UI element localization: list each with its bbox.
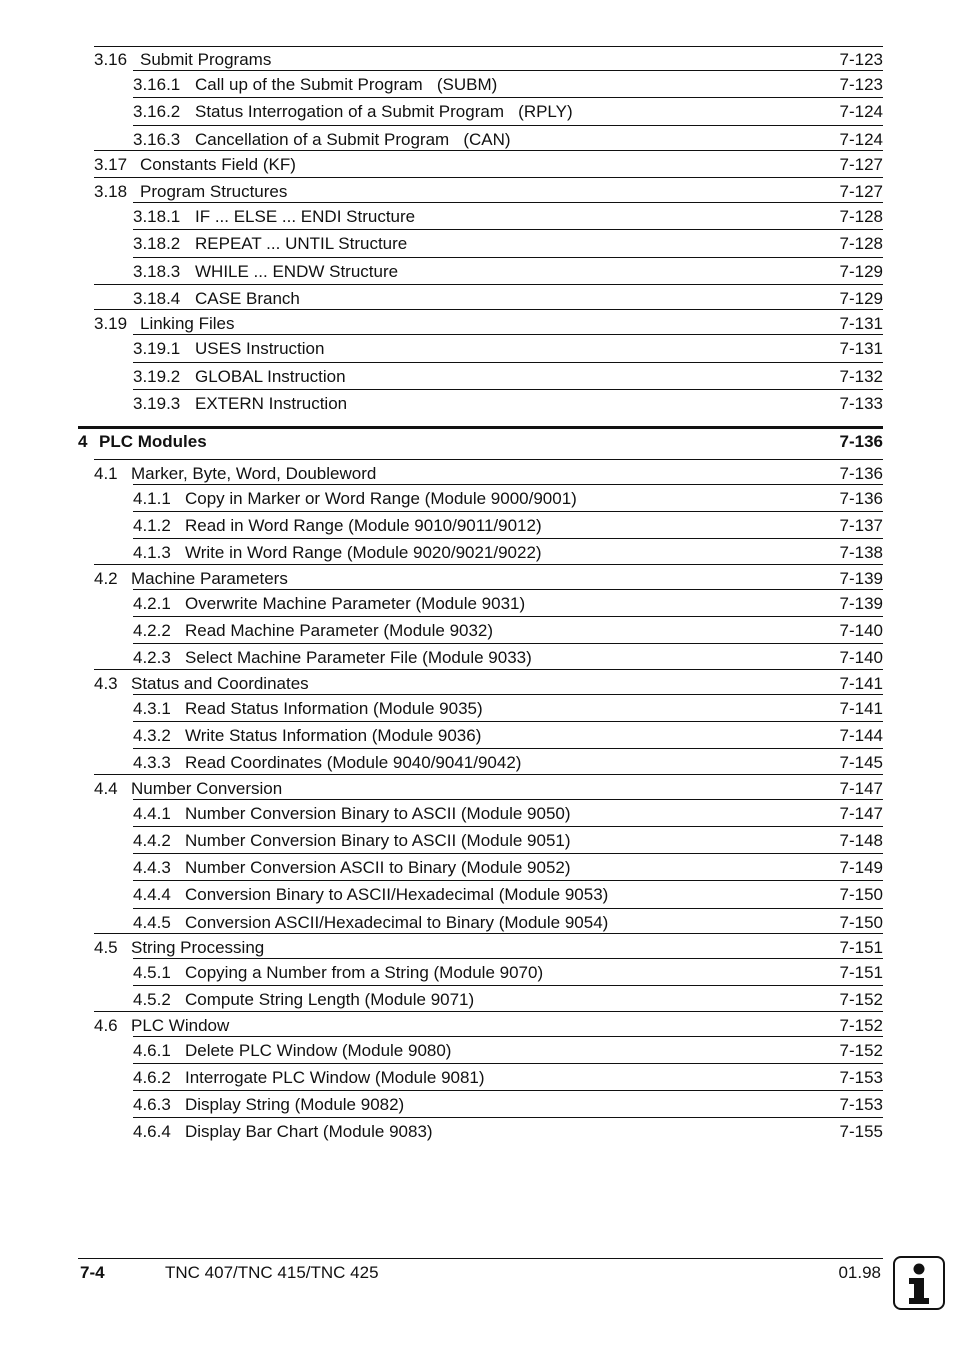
separator-rule bbox=[133, 70, 883, 71]
toc-entry-number: 4.6 bbox=[94, 1016, 118, 1035]
toc-subsection-entry[interactable] bbox=[133, 1039, 883, 1061]
toc-entry-number: 4.1.1 bbox=[133, 489, 171, 508]
separator-rule bbox=[94, 46, 883, 47]
toc-entry-title: Status Interrogation of a Submit Program (RPLY) bbox=[195, 102, 573, 121]
separator-rule bbox=[94, 309, 883, 310]
toc-subsection-entry[interactable] bbox=[133, 365, 883, 387]
toc-entry-number: 3.18.1 bbox=[133, 207, 181, 226]
toc-entry-page: 7-127 bbox=[839, 182, 883, 201]
toc-subsection-entry[interactable] bbox=[133, 751, 883, 773]
toc-entry-page: 7-137 bbox=[839, 516, 883, 535]
separator-rule bbox=[133, 1036, 883, 1037]
toc-entry-page: 7-139 bbox=[839, 569, 883, 588]
footer-title: TNC 407/TNC 415/TNC 425 bbox=[165, 1263, 379, 1282]
toc-subsection-entry[interactable] bbox=[133, 911, 883, 933]
separator-rule bbox=[94, 284, 883, 285]
toc-subsection-entry[interactable] bbox=[133, 337, 883, 359]
toc-entry-title: Status and Coordinates bbox=[131, 674, 309, 693]
separator-rule bbox=[133, 826, 883, 827]
toc-section-entry[interactable] bbox=[94, 48, 883, 70]
separator-rule bbox=[133, 748, 883, 749]
separator-rule bbox=[133, 985, 883, 986]
toc-entry-title: Marker, Byte, Word, Doubleword bbox=[131, 464, 377, 483]
toc-entry-title: Read Status Information (Module 9035) bbox=[185, 699, 483, 718]
toc-subsection-entry[interactable] bbox=[133, 232, 883, 254]
toc-subsection-entry[interactable] bbox=[133, 619, 883, 641]
toc-entry-number: 4 bbox=[78, 432, 88, 451]
toc-entry-number: 4.3.2 bbox=[133, 726, 171, 745]
toc-entry-title: Copy in Marker or Word Range (Module 9000/9001) bbox=[185, 489, 577, 508]
toc-subsection-entry[interactable] bbox=[133, 487, 883, 509]
toc-entry-title: Number Conversion bbox=[131, 779, 283, 798]
toc-entry-page: 7-123 bbox=[839, 50, 883, 69]
separator-rule bbox=[133, 362, 883, 363]
toc-entry-number: 4.2.3 bbox=[133, 648, 171, 667]
toc-entry-page: 7-136 bbox=[839, 489, 883, 508]
separator-rule bbox=[133, 1063, 883, 1064]
toc-entry-page: 7-153 bbox=[839, 1095, 883, 1114]
toc-entry-title: Delete PLC Window (Module 9080) bbox=[185, 1041, 452, 1060]
toc-entry-page: 7-148 bbox=[839, 831, 883, 850]
separator-rule bbox=[133, 721, 883, 722]
separator-rule bbox=[94, 1011, 883, 1012]
toc-entry-title: USES Instruction bbox=[195, 339, 325, 358]
separator-rule bbox=[133, 97, 883, 98]
toc-entry-number: 4.2.1 bbox=[133, 594, 171, 613]
info-icon bbox=[893, 1256, 945, 1310]
toc-entry-page: 7-144 bbox=[839, 726, 883, 745]
toc-entry-number: 3.18.4 bbox=[133, 289, 181, 308]
toc-entry-title: Program Structures bbox=[140, 182, 288, 201]
toc-subsection-entry[interactable] bbox=[133, 287, 883, 309]
toc-entry-number: 3.19.3 bbox=[133, 394, 181, 413]
toc-entry-number: 4.4.2 bbox=[133, 831, 171, 850]
toc-subsection-entry[interactable] bbox=[133, 856, 883, 878]
toc-entry-number: 3.16.1 bbox=[133, 75, 181, 94]
toc-entry-title: Conversion Binary to ASCII/Hexadecimal (Module 9053) bbox=[185, 885, 609, 904]
separator-rule bbox=[133, 589, 883, 590]
toc-entry-number: 3.18 bbox=[94, 182, 128, 201]
toc-entry-page: 7-136 bbox=[839, 464, 883, 483]
toc-entry-number: 3.18.2 bbox=[133, 234, 181, 253]
toc-entry-page: 7-145 bbox=[839, 753, 883, 772]
toc-entry-title: Display String (Module 9082) bbox=[185, 1095, 405, 1114]
separator-rule bbox=[133, 853, 883, 854]
toc-entry-page: 7-147 bbox=[839, 779, 883, 798]
toc-entry-number: 4.5.2 bbox=[133, 990, 171, 1009]
separator-rule bbox=[133, 389, 883, 390]
separator-rule bbox=[133, 229, 883, 230]
toc-subsection-entry[interactable] bbox=[133, 1120, 883, 1142]
separator-rule bbox=[133, 1090, 883, 1091]
toc-entry-title: Conversion ASCII/Hexadecimal to Binary (Module 9054) bbox=[185, 913, 609, 932]
toc-entry-number: 4.2 bbox=[94, 569, 118, 588]
toc-entry-number: 4.3.3 bbox=[133, 753, 171, 772]
toc-section-entry[interactable] bbox=[94, 777, 883, 799]
toc-section-entry[interactable] bbox=[94, 936, 883, 958]
toc-entry-page: 7-139 bbox=[839, 594, 883, 613]
separator-rule bbox=[94, 150, 883, 151]
toc-entry-page: 7-123 bbox=[839, 75, 883, 94]
toc-entry-page: 7-141 bbox=[839, 699, 883, 718]
toc-entry-title: Select Machine Parameter File (Module 9033) bbox=[185, 648, 532, 667]
toc-entry-title: Read Coordinates (Module 9040/9041/9042) bbox=[185, 753, 522, 772]
toc-subsection-entry[interactable] bbox=[133, 392, 883, 414]
toc-entry-number: 4.1 bbox=[94, 464, 118, 483]
toc-subsection-entry[interactable] bbox=[133, 128, 883, 150]
footer-date: 01.98 bbox=[838, 1263, 881, 1282]
separator-rule bbox=[133, 616, 883, 617]
toc-entry-title: Write in Word Range (Module 9020/9021/9022) bbox=[185, 543, 542, 562]
toc-section-entry[interactable] bbox=[94, 1014, 883, 1036]
toc-entry-number: 3.19.2 bbox=[133, 367, 181, 386]
toc-subsection-entry[interactable] bbox=[133, 260, 883, 282]
toc-subsection-entry[interactable] bbox=[133, 1093, 883, 1115]
toc-section-entry[interactable] bbox=[94, 180, 883, 202]
toc-subsection-entry[interactable] bbox=[133, 988, 883, 1010]
toc-entry-title: Submit Programs bbox=[140, 50, 272, 69]
toc-entry-number: 4.6.4 bbox=[133, 1122, 171, 1141]
toc-entry-page: 7-124 bbox=[839, 102, 883, 121]
toc-entry-title: CASE Branch bbox=[195, 289, 300, 308]
toc-entry-page: 7-124 bbox=[839, 130, 883, 149]
separator-rule bbox=[133, 958, 883, 959]
separator-rule bbox=[133, 125, 883, 126]
toc-entry-title: Machine Parameters bbox=[131, 569, 288, 588]
separator-rule bbox=[133, 694, 883, 695]
separator-rule bbox=[94, 459, 883, 460]
toc-entry-page: 7-136 bbox=[839, 432, 883, 451]
toc-entry-number: 4.2.2 bbox=[133, 621, 171, 640]
toc-subsection-entry[interactable] bbox=[133, 697, 883, 719]
separator-rule bbox=[133, 202, 883, 203]
toc-entry-title: Read Machine Parameter (Module 9032) bbox=[185, 621, 494, 640]
toc-subsection-entry[interactable] bbox=[133, 514, 883, 536]
toc-entry-title: PLC Window bbox=[131, 1016, 230, 1035]
toc-entry-title: Overwrite Machine Parameter (Module 9031) bbox=[185, 594, 526, 613]
toc-entry-number: 4.6.2 bbox=[133, 1068, 171, 1087]
separator-rule bbox=[94, 564, 883, 565]
toc-entry-number: 4.3.1 bbox=[133, 699, 171, 718]
toc-entry-page: 7-149 bbox=[839, 858, 883, 877]
toc-entry-page: 7-132 bbox=[839, 367, 883, 386]
toc-entry-number: 4.1.3 bbox=[133, 543, 171, 562]
toc-entry-number: 3.19 bbox=[94, 314, 128, 333]
toc-entry-number: 4.5 bbox=[94, 938, 118, 957]
toc-entry-page: 7-131 bbox=[839, 339, 883, 358]
toc-chapter-entry[interactable] bbox=[78, 430, 883, 452]
separator-rule bbox=[133, 334, 883, 335]
toc-entry-page: 7-140 bbox=[839, 648, 883, 667]
toc-entry-page: 7-150 bbox=[839, 913, 883, 932]
toc-entry-page: 7-129 bbox=[839, 262, 883, 281]
toc-subsection-entry[interactable] bbox=[133, 100, 883, 122]
separator-rule bbox=[133, 643, 883, 644]
separator-rule bbox=[94, 933, 883, 934]
separator-rule bbox=[133, 484, 883, 485]
toc-subsection-entry[interactable] bbox=[133, 73, 883, 95]
toc-entry-number: 4.1.2 bbox=[133, 516, 171, 535]
toc-entry-title: Constants Field (KF) bbox=[140, 155, 296, 174]
toc-entry-title: Linking Files bbox=[140, 314, 235, 333]
separator-rule bbox=[94, 774, 883, 775]
toc-entry-title: GLOBAL Instruction bbox=[195, 367, 346, 386]
toc-entry-title: PLC Modules bbox=[99, 432, 207, 451]
separator-rule bbox=[133, 880, 883, 881]
toc-entry-title: Number Conversion ASCII to Binary (Module 9052) bbox=[185, 858, 571, 877]
toc-entry-number: 4.3 bbox=[94, 674, 118, 693]
separator-rule bbox=[133, 1117, 883, 1118]
toc-section-entry[interactable] bbox=[94, 462, 883, 484]
toc-entry-title: Cancellation of a Submit Program (CAN) bbox=[195, 130, 511, 149]
toc-entry-page: 7-153 bbox=[839, 1068, 883, 1087]
toc-entry-page: 7-141 bbox=[839, 674, 883, 693]
toc-subsection-entry[interactable] bbox=[133, 724, 883, 746]
toc-entry-number: 3.19.1 bbox=[133, 339, 181, 358]
toc-entry-title: String Processing bbox=[131, 938, 265, 957]
toc-entry-title: REPEAT ... UNTIL Structure bbox=[195, 234, 408, 253]
separator-rule bbox=[133, 511, 883, 512]
toc-entry-title: Display Bar Chart (Module 9083) bbox=[185, 1122, 433, 1141]
toc-entry-number: 4.6.1 bbox=[133, 1041, 171, 1060]
toc-entry-page: 7-152 bbox=[839, 990, 883, 1009]
toc-entry-page: 7-152 bbox=[839, 1041, 883, 1060]
toc-entry-title: Number Conversion Binary to ASCII (Module 9051) bbox=[185, 831, 571, 850]
toc-entry-title: WHILE ... ENDW Structure bbox=[195, 262, 399, 281]
toc-entry-title: IF ... ELSE ... ENDI Structure bbox=[195, 207, 416, 226]
toc-entry-title: Read in Word Range (Module 9010/9011/9012) bbox=[185, 516, 542, 535]
toc-entry-number: 4.4.3 bbox=[133, 858, 171, 877]
toc-subsection-entry[interactable] bbox=[133, 541, 883, 563]
separator-rule bbox=[133, 257, 883, 258]
toc-entry-page: 7-151 bbox=[839, 963, 883, 982]
toc-entry-title: Copying a Number from a String (Module 9070) bbox=[185, 963, 544, 982]
toc-entry-page: 7-128 bbox=[839, 234, 883, 253]
toc-entry-number: 4.4 bbox=[94, 779, 118, 798]
toc-entry-page: 7-150 bbox=[839, 885, 883, 904]
toc-subsection-entry[interactable] bbox=[133, 829, 883, 851]
toc-subsection-entry[interactable] bbox=[133, 205, 883, 227]
toc-entry-title: Number Conversion Binary to ASCII (Module 9050) bbox=[185, 804, 571, 823]
toc-entry-number: 3.18.3 bbox=[133, 262, 181, 281]
toc-section-entry[interactable] bbox=[94, 153, 883, 175]
toc-subsection-entry[interactable] bbox=[133, 883, 883, 905]
toc-entry-page: 7-151 bbox=[839, 938, 883, 957]
toc-subsection-entry[interactable] bbox=[133, 1066, 883, 1088]
toc-entry-page: 7-133 bbox=[839, 394, 883, 413]
separator-rule bbox=[133, 538, 883, 539]
toc-entry-number: 4.4.1 bbox=[133, 804, 171, 823]
separator-rule bbox=[133, 799, 883, 800]
toc-entry-page: 7-140 bbox=[839, 621, 883, 640]
toc-entry-page: 7-127 bbox=[839, 155, 883, 174]
toc-entry-page: 7-155 bbox=[839, 1122, 883, 1141]
toc-entry-title: Write Status Information (Module 9036) bbox=[185, 726, 482, 745]
toc-subsection-entry[interactable] bbox=[133, 646, 883, 668]
toc-section-entry[interactable] bbox=[94, 312, 883, 334]
toc-entry-number: 4.4.5 bbox=[133, 913, 171, 932]
toc-entry-number: 4.5.1 bbox=[133, 963, 171, 982]
separator-rule bbox=[133, 908, 883, 909]
toc-entry-number: 3.16.3 bbox=[133, 130, 181, 149]
toc-subsection-entry[interactable] bbox=[133, 802, 883, 824]
toc-entry-page: 7-147 bbox=[839, 804, 883, 823]
footer-page-number: 7-4 bbox=[80, 1263, 105, 1282]
toc-section-entry[interactable] bbox=[94, 672, 883, 694]
toc-entry-number: 4.6.3 bbox=[133, 1095, 171, 1114]
toc-entry-number: 3.16 bbox=[94, 50, 128, 69]
toc-entry-page: 7-131 bbox=[839, 314, 883, 333]
toc-entry-page: 7-128 bbox=[839, 207, 883, 226]
separator-rule bbox=[94, 177, 883, 178]
separator-rule bbox=[78, 426, 883, 429]
toc-entry-title: Interrogate PLC Window (Module 9081) bbox=[185, 1068, 485, 1087]
footer-rule bbox=[78, 1258, 883, 1259]
toc-subsection-entry[interactable] bbox=[133, 961, 883, 983]
toc-entry-number: 3.17 bbox=[94, 155, 128, 174]
toc-subsection-entry[interactable] bbox=[133, 592, 883, 614]
toc-section-entry[interactable] bbox=[94, 567, 883, 589]
toc-entry-page: 7-138 bbox=[839, 543, 883, 562]
toc-entry-number: 4.4.4 bbox=[133, 885, 171, 904]
toc-entry-title: EXTERN Instruction bbox=[195, 394, 348, 413]
separator-rule bbox=[94, 669, 883, 670]
toc-entry-number: 3.16.2 bbox=[133, 102, 181, 121]
toc-entry-page: 7-129 bbox=[839, 289, 883, 308]
toc-entry-title: Call up of the Submit Program (SUBM) bbox=[195, 75, 498, 94]
toc-entry-title: Compute String Length (Module 9071) bbox=[185, 990, 475, 1009]
toc-entry-page: 7-152 bbox=[839, 1016, 883, 1035]
